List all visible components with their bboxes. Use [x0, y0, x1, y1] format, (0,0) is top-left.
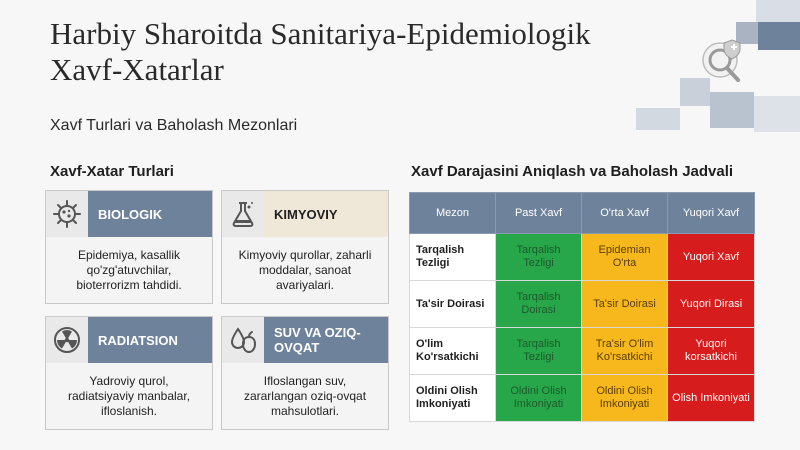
radiation-icon: [46, 317, 88, 363]
low-risk-cell: Tarqalish Tezligi: [496, 328, 582, 375]
risk-assessment-table: [409, 192, 755, 422]
column-header: O'rta Xavf: [582, 193, 668, 234]
card-body: Ifloslangan suv, zararlangan oziq-ovqat mahsulotlari.: [222, 363, 388, 429]
column-header: Mezon: [410, 193, 496, 234]
row-label: Ta'sir Doirasi: [410, 281, 496, 328]
high-risk-cell: Yuqori Xavf: [668, 234, 755, 281]
mid-risk-cell: Oldini Olish Imkoniyati: [582, 375, 668, 422]
mid-risk-cell: Tra'sir O'lim Ko'rsatkichi: [582, 328, 668, 375]
row-label: O'lim Ko'rsatkichi: [410, 328, 496, 375]
title-line-2: Xavf-Xatarlar: [50, 52, 224, 87]
page-title: [50, 16, 690, 88]
risk-card-radiatsion: [45, 316, 213, 430]
row-label: Oldini Olish Imkoniyati: [410, 375, 496, 422]
column-header: Yuqori Xavf: [668, 193, 755, 234]
decor-square: [636, 108, 680, 130]
right-section-heading: Xavf Darajasini Aniqlash va Baholash Jadvali: [411, 163, 734, 180]
card-title: RADIATSION: [88, 317, 212, 363]
health-risk-logo-icon: [692, 30, 754, 92]
card-header: [46, 191, 212, 237]
decor-square: [754, 96, 800, 132]
page-subtitle: Xavf Turlari va Baholash Mezonlari: [50, 117, 298, 134]
water-food-icon: [222, 317, 264, 363]
mid-risk-cell: Epidemian O'rta: [582, 234, 668, 281]
card-title: SUV VA OZIQ-OVQAT: [264, 317, 388, 363]
card-body: Epidemiya, kasallik qo'zg'atuvchilar, bioterrorizm tahdidi.: [46, 237, 212, 303]
card-title: KIMYOVIY: [264, 191, 388, 237]
flask-icon: [222, 191, 264, 237]
card-header: [222, 317, 388, 363]
card-body: Kimyoviy qurollar, zaharli moddalar, sanoat avariyalari.: [222, 237, 388, 303]
mid-risk-cell: Ta'sir Doirasi: [582, 281, 668, 328]
row-label: Tarqalish Tezligi: [410, 234, 496, 281]
card-title: BIOLOGIK: [88, 191, 212, 237]
low-risk-cell: Tarqalish Doirasi: [496, 281, 582, 328]
table-row: [410, 234, 755, 281]
left-section-heading: Xavf-Xatar Turlari: [50, 163, 174, 180]
risk-card-suv-oziq-ovqat: [221, 316, 389, 430]
card-header: [222, 191, 388, 237]
card-body: Yadroviy qurol, radiatsiyaviy manbalar, ifloslanish.: [46, 363, 212, 429]
high-risk-cell: Yuqori korsatkichi: [668, 328, 755, 375]
decor-square: [758, 22, 800, 50]
column-header: Past Xavf: [496, 193, 582, 234]
decor-square: [710, 92, 754, 128]
high-risk-cell: Yuqori Dirasi: [668, 281, 755, 328]
decor-square: [756, 0, 800, 22]
virus-icon: [46, 191, 88, 237]
risk-card-biologik: [45, 190, 213, 304]
table-row: [410, 375, 755, 422]
table-row: [410, 328, 755, 375]
low-risk-cell: Tarqalish Tezligi: [496, 234, 582, 281]
risk-card-kimyoviy: [221, 190, 389, 304]
title-line-1: Harbiy Sharoitda Sanitariya-Epidemiologik: [50, 16, 591, 51]
table-header-row: [410, 193, 755, 234]
table-row: [410, 281, 755, 328]
card-header: [46, 317, 212, 363]
high-risk-cell: Olish Imkoniyati: [668, 375, 755, 422]
low-risk-cell: Oldini Olish Imkoniyati: [496, 375, 582, 422]
